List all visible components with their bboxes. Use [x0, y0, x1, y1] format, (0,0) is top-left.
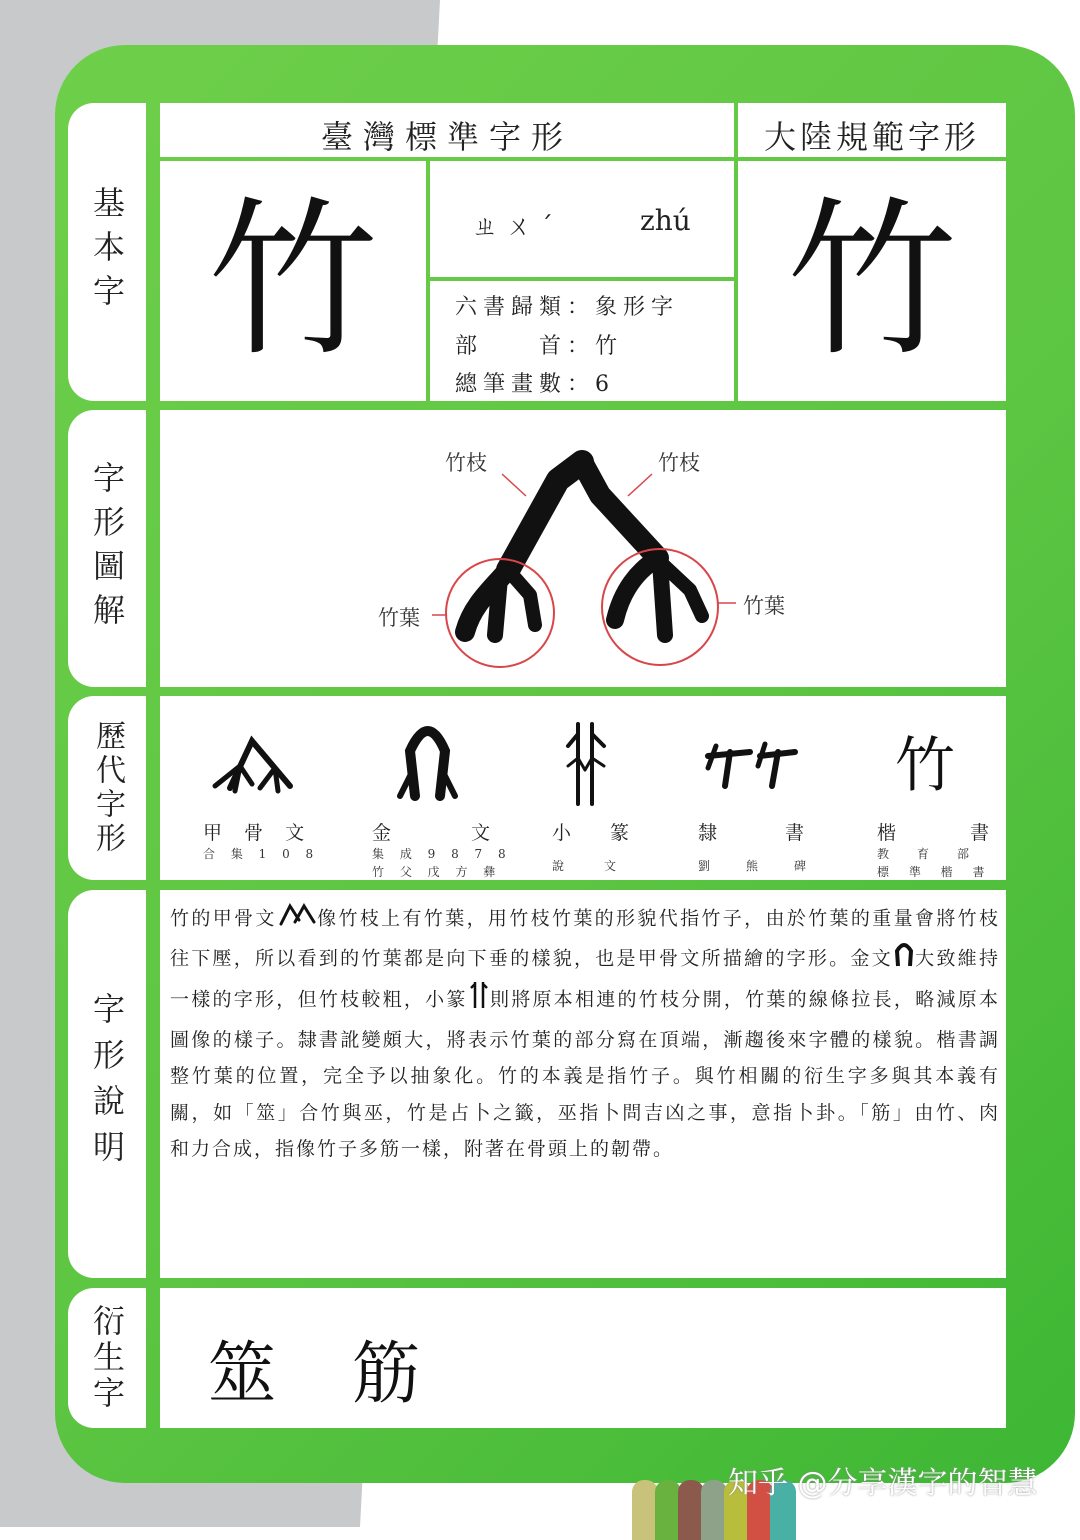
row-label-explanation-text: 字形說明: [88, 992, 126, 1176]
evo-label-bronze: 金 文: [372, 822, 505, 844]
evo-label-seal: 小 篆: [552, 822, 640, 844]
derived-char-2: 筋: [352, 1335, 421, 1414]
explanation-paragraph: [170, 900, 1000, 1168]
evo-label-clerical: 隸 書: [698, 822, 815, 844]
explanation-part-1: 竹的甲骨文: [170, 907, 277, 930]
pointer-branch-right: [628, 474, 652, 496]
regular-glyph: 竹: [895, 731, 955, 801]
info-line-2: 部 首：竹: [455, 334, 624, 359]
oracle-glyph: [215, 741, 290, 791]
header-taiwan: 臺灣標準字形: [320, 118, 573, 156]
inline-oracle-icon: [277, 900, 317, 939]
label-branch-left: 竹枝: [445, 451, 487, 475]
explanation-part-3: 大致維持一樣的字形，但竹枝較粗，小篆: [170, 946, 1000, 1011]
evo-src-regular-2: 標 準 楷 書: [877, 865, 993, 879]
evolution-glyphs: [160, 696, 1006, 806]
row-label-diagram-text: 字形圖解: [88, 460, 126, 637]
derived-cell: [160, 1288, 1006, 1428]
row-label-explanation: [68, 890, 146, 1278]
row-label-basic-text: 基本字: [88, 186, 126, 318]
derived-char-1: 筮: [208, 1335, 277, 1414]
row-label-derived-text: 衍生字: [88, 1304, 126, 1412]
oracle-bone-diagram: [160, 410, 1006, 687]
evo-label-oracle: 甲 骨 文: [203, 822, 313, 844]
evo-src-bronze-2: 竹 父 戊 方 彝: [372, 865, 502, 879]
pinyin: zhú: [640, 204, 691, 237]
row-label-derived: [68, 1288, 146, 1428]
explanation-part-4: 則將原本相連的竹枝分開，竹葉的線條拉長，略減原本圖像的樣子。隸書訛變頗大，將表示竹葉的部分寫在頂端，漸趨後來字體的樣貌。楷書調整竹葉的位置，完全予以抽象化。竹的本義是指竹子。與竹相關的衍生字多與其本義有關，如「筮」合竹與巫，竹是占卜之籤，巫指卜問吉凶之事，意指卜卦。「筋」由竹、肉和力合成，指像竹子多筋一樣，附著在骨頭上的韌帶。: [170, 988, 1000, 1160]
clerical-glyph: [708, 744, 795, 786]
label-leaf-left: 竹葉: [378, 606, 420, 630]
bronze-glyph: [400, 731, 455, 796]
inline-seal-icon: [468, 979, 490, 1022]
zhuyin: ㄓㄨˊ: [472, 212, 562, 242]
row-label-basic: [68, 103, 146, 401]
label-leaf-right: 竹葉: [743, 594, 785, 618]
evo-src-clerical: 劉 熊 碑: [698, 859, 819, 873]
explanation-part-2: 像竹枝上有竹葉，用竹枝竹葉的形貌代指竹子，由於竹葉的重量會將竹枝往下壓，所以看到的竹葉都是向下垂的樣貌，也是甲骨文所描繪的字形。金文: [170, 907, 1000, 969]
watermark: 知乎 @分享漢字的智慧: [728, 1466, 1038, 1501]
label-branch-right: 竹枝: [658, 451, 700, 475]
row-label-diagram: [68, 410, 146, 687]
evo-src-oracle: 合 集 1 0 8: [203, 847, 320, 861]
seal-glyph: [568, 724, 604, 804]
info-line-3: 總筆畫數：6: [455, 372, 615, 397]
row-label-evolution: [68, 696, 146, 880]
evo-src-bronze-1: 集 成 9 8 7 8: [372, 847, 512, 861]
pointer-branch-left: [502, 474, 526, 496]
evo-src-seal: 說 文: [552, 859, 631, 873]
evo-src-regular-1: 教 育 部: [877, 847, 978, 861]
inline-bronze-icon: [893, 939, 915, 980]
mainland-character: 竹: [786, 182, 957, 380]
row-label-evolution-text: 歷代字形: [90, 720, 125, 856]
info-line-1: 六書歸類：象形字: [455, 295, 680, 320]
evo-label-regular: 楷 書: [877, 822, 1002, 844]
taiwan-character: 竹: [207, 182, 378, 380]
header-mainland: 大陸規範字形: [763, 118, 980, 156]
